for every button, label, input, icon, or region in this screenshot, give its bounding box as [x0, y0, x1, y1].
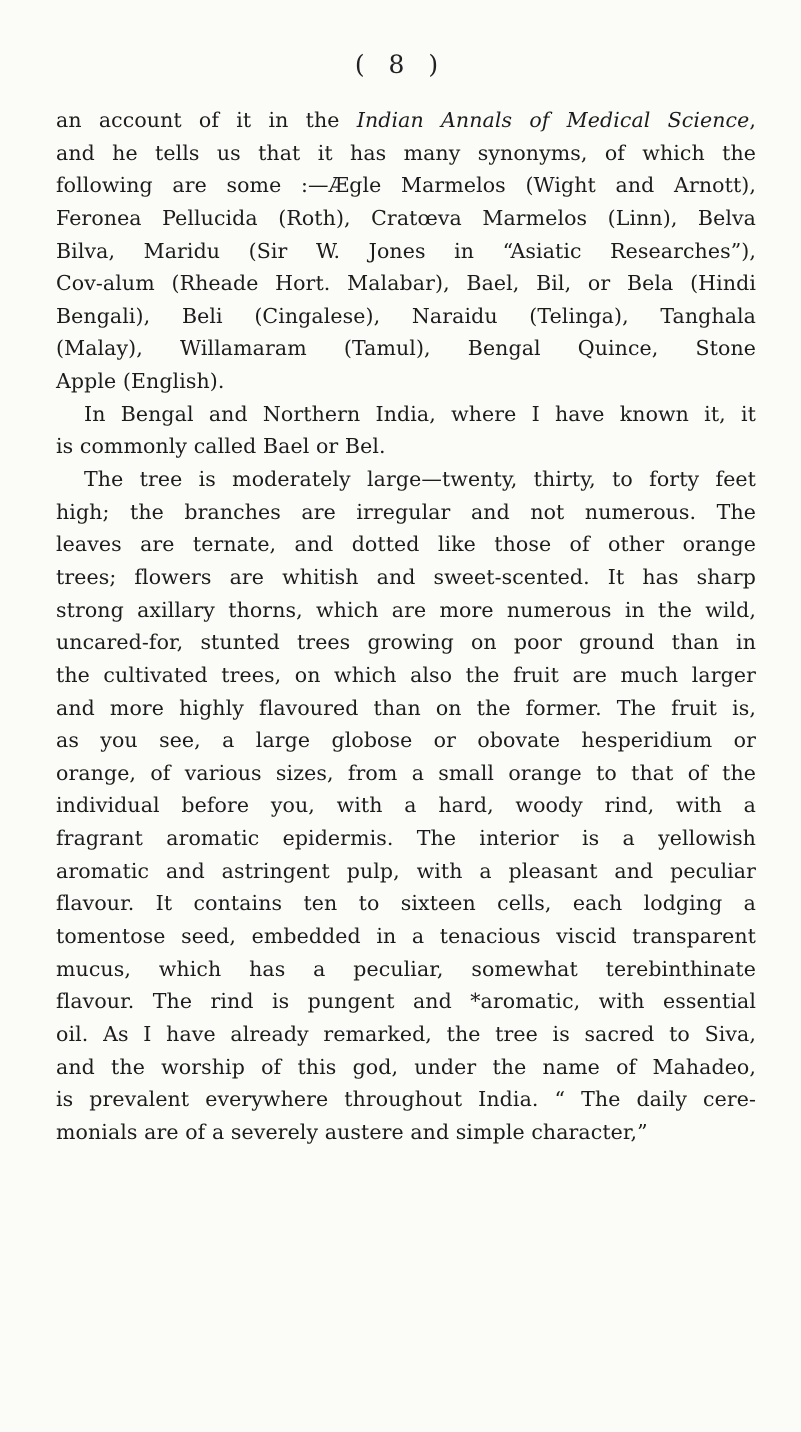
- text-line: Bengali), Beli (Cingalese), Naraidu (Telinga), Tanghala: [56, 303, 756, 328]
- text-line: trees; flowers are whitish and sweet-scented. It has sharp: [56, 564, 756, 589]
- text-line: an account of it in the Indian Annals of Medical Science,: [56, 108, 756, 132]
- journal-title: Indian Annals of Medical Science: [356, 108, 750, 132]
- text-line: and the worship of this god, under the name of Mahadeo,: [56, 1054, 756, 1079]
- text-line: strong axillary thorns, which are more numerous in the wild,: [56, 597, 756, 622]
- text-line: mucus, which has a peculiar, somewhat terebinthinate: [56, 956, 756, 981]
- text-line: as you see, a large globose or obovate hesperidium or: [56, 728, 756, 753]
- text-line: leaves are ternate, and dotted like those of other orange: [56, 532, 756, 557]
- text-line: is prevalent everywhere throughout India. “ The daily cere-: [56, 1087, 756, 1112]
- text-line: monials are of a severely austere and simple character,”: [56, 1119, 648, 1144]
- page-number: ( 8 ): [354, 50, 447, 79]
- text-line: orange, of various sizes, from a small orange to that of the: [56, 760, 756, 785]
- text-line: flavour. The rind is pungent and *aromatic, with essential: [56, 989, 756, 1014]
- paragraph-common-name: [56, 398, 756, 463]
- text-line: is commonly called Bael or Bel.: [56, 434, 386, 459]
- body-text: [56, 104, 756, 1149]
- text-line: and more highly flavoured than on the former. The fruit is,: [56, 695, 756, 720]
- text-line: Feronea Pellucida (Roth), Cratœva Marmelos (Linn), Belva: [56, 205, 756, 230]
- text-line: following are some :—Ægle Marmelos (Wight and Arnott),: [56, 173, 756, 198]
- text-line: In Bengal and Northern India, where I have known it, it: [84, 401, 756, 426]
- text-line: individual before you, with a hard, woody rind, with a: [56, 793, 756, 818]
- text-line: the cultivated trees, on which also the fruit are much larger: [56, 662, 756, 687]
- text-line: high; the branches are irregular and not numerous. The: [56, 499, 756, 524]
- text-line: (Malay), Willamaram (Tamul), Bengal Quince, Stone: [56, 336, 756, 361]
- text-line: Bilva, Maridu (Sir W. Jones in “Asiatic Researches”),: [56, 238, 756, 263]
- text-line: fragrant aromatic epidermis. The interior is a yellowish: [56, 826, 756, 851]
- text-line: aromatic and astringent pulp, with a pleasant and peculiar: [56, 858, 756, 883]
- text-line: tomentose seed, embedded in a tenacious viscid transparent: [56, 924, 756, 949]
- paragraph-synonyms: [56, 104, 756, 398]
- text-line: The tree is moderately large—twenty, thirty, to forty feet: [84, 467, 756, 492]
- text-line: uncared-for, stunted trees growing on poor ground than in: [56, 630, 756, 655]
- text-line: flavour. It contains ten to sixteen cells, each lodging a: [56, 891, 756, 916]
- text-line: and he tells us that it has many synonyms, of which the: [56, 140, 756, 165]
- text-line: Cov-alum (Rheade Hort. Malabar), Bael, Bil, or Bela (Hindi: [56, 271, 756, 296]
- text-line: Apple (English).: [56, 369, 225, 394]
- text-line: oil. As I have already remarked, the tree is sacred to Siva,: [56, 1021, 756, 1046]
- paragraph-description: [56, 463, 756, 1148]
